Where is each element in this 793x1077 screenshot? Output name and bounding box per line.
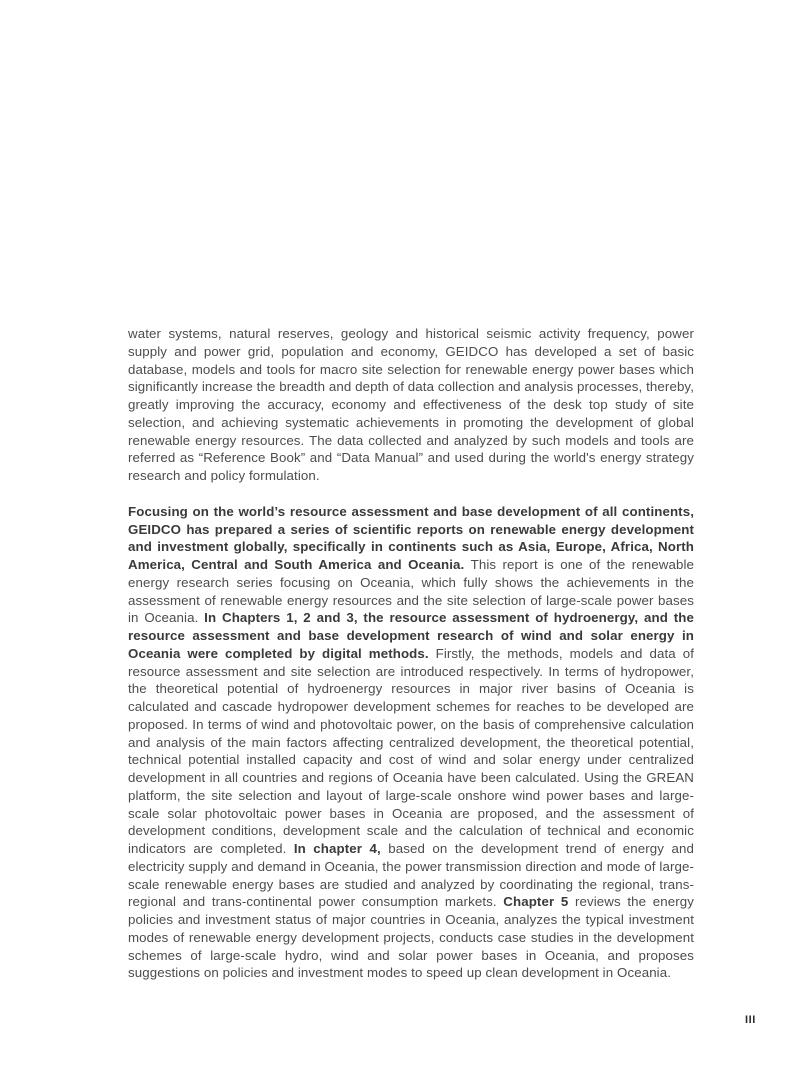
- text-run: Firstly, the methods, models and data of resource assessment and site selection are introduced respectively. In terms of hydropower, the theoretical potential of hydroenergy resources in major river basins of Oceania is calculated and cascade hydropower development schemes for reaches to be developed are proposed. In terms of wind and photovoltaic power, on the basis of comprehensive calculation and analysis of the main factors affecting centralized development, the theoretical potential, technical potential installed capacity and cost of wind and solar energy under centralized development in all countries and regions of Oceania have been calculated. Using the GREAN platform, the site selection and layout of large-scale onshore wind power bases and large-scale solar photovoltaic power bases in Oceania are proposed, and the assessment of development conditions, development scale and the calculation of technical and economic indicators are completed.: [128, 645, 694, 856]
- text-run-bold-chapter-4: In chapter 4,: [293, 841, 389, 856]
- paragraph-report-structure: [128, 503, 694, 982]
- paragraph-database-models-tools: [128, 325, 694, 485]
- text-run: This report is one of the renewable energy research series focusing on Oceania, which fully shows the achievements in the assessment of renewable energy resources and the site selection of large-scale power bases in Oceania.: [128, 557, 694, 626]
- text-run: reviews the energy policies and investment status of major countries in Oceania, analyzes the typical investment modes of renewable energy development projects, conducts case studies in the development schemes of large-scale hydro, wind and solar power bases in Oceania, and proposes suggestions on policies and investment modes to speed up clean development in Oceania.: [128, 894, 694, 981]
- body-text: [128, 325, 694, 982]
- text-run-bold-chapters-1-2-3: In Chapters 1, 2 and 3, the resource assessment of hydroenergy, and the resource assessment and base development research of wind and solar energy in Oceania were completed by digital methods.: [128, 610, 694, 661]
- text-run-bold-chapter-5: Chapter 5: [503, 894, 575, 910]
- text-run-bold-lead: Focusing on the world’s resource assessment and base development of all continents, GEIDCO has prepared a series of scientific reports on renewable energy development and investment globally, specifically in continents such as Asia, Europe, Africa, North America, Central and South America and Oceania.: [128, 503, 694, 572]
- page-number: III: [745, 1014, 756, 1026]
- text-run: water systems, natural reserves, geology and historical seismic activity frequency, power supply and power grid, population and economy, GEIDCO has developed a set of basic database, models and tools for macro site selection for renewable energy power bases which significantly increase the breadth and depth of data collection and analysis processes, thereby, greatly improving the accuracy, economy and effectiveness of the desk top study of site selection, and achieving systematic achievements in promoting the development of global renewable energy resources. The data collected and analyzed by such models and tools are referred as “Reference Book” and “Data Manual” and used during the world's energy strategy research and policy formulation.: [128, 326, 694, 483]
- text-run: based on the development trend of energy and electricity supply and demand in Oceania, the power transmission direction and mode of large-scale renewable energy bases are studied and analyzed by coordinating the regional, trans-regional and trans-continental power consumption markets.: [128, 841, 694, 910]
